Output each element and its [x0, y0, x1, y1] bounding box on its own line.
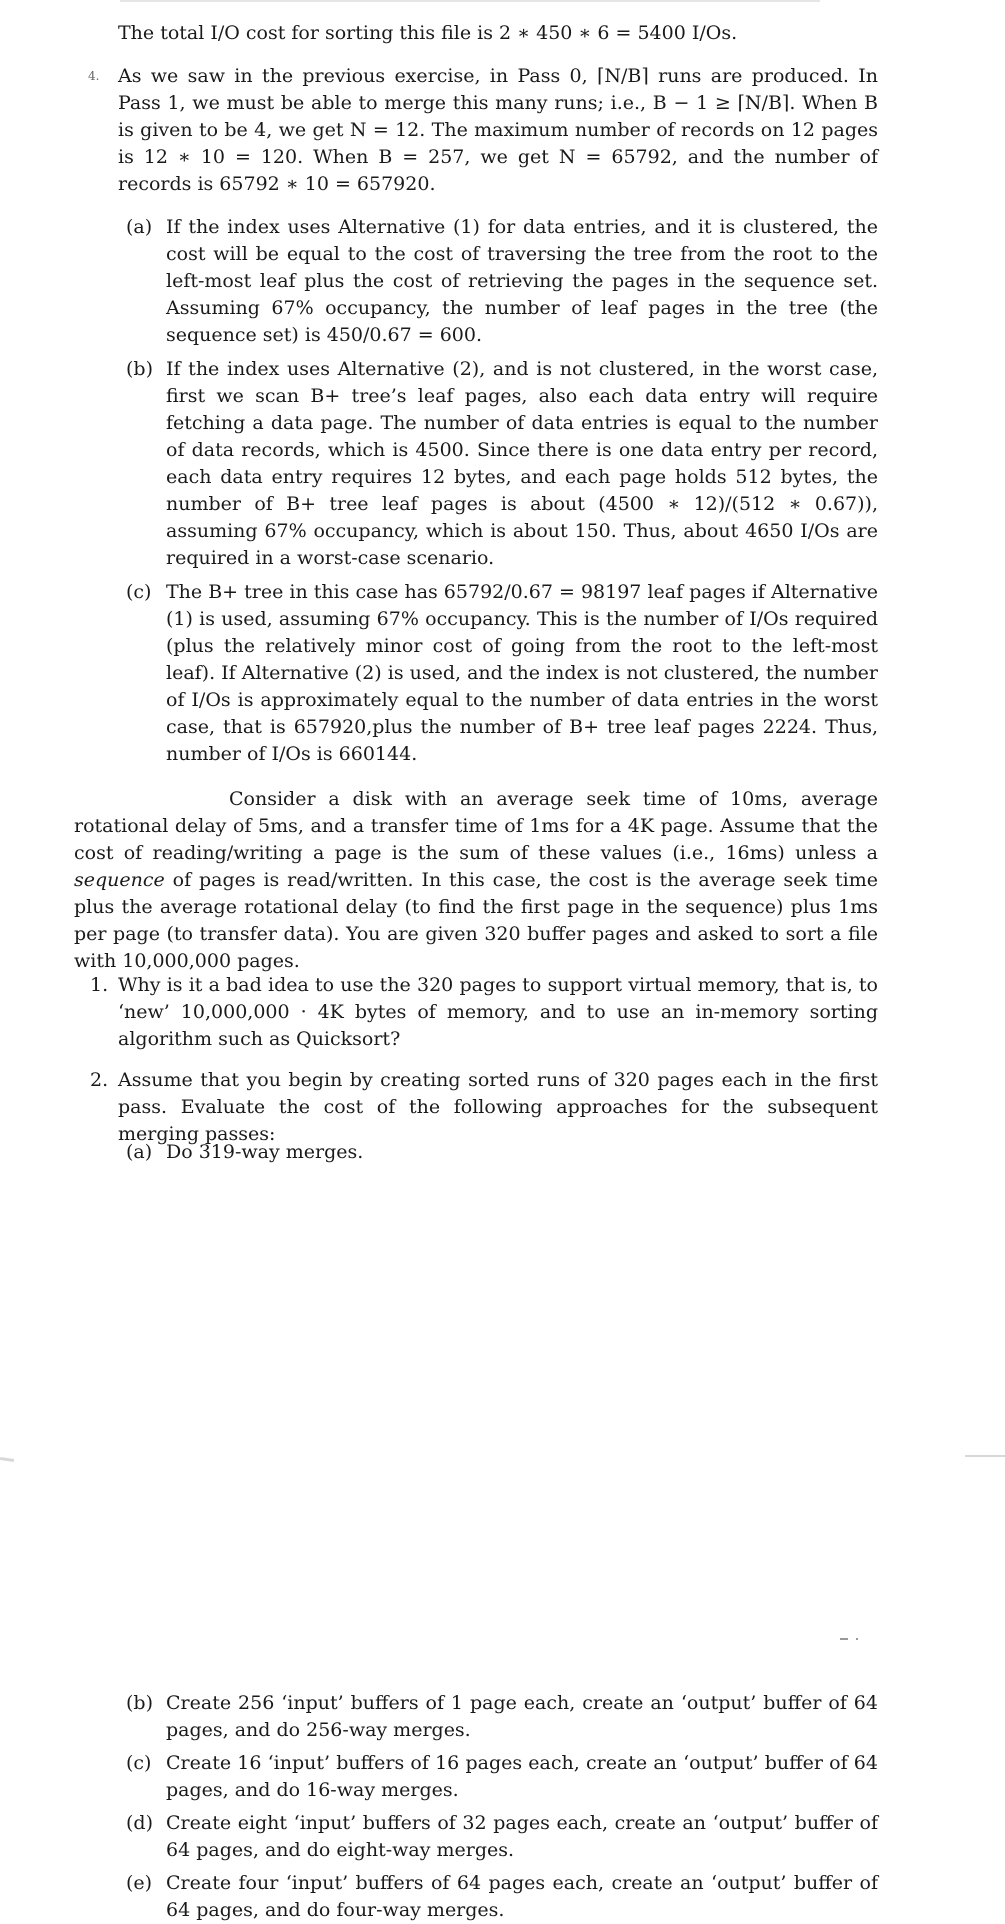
- list-item: [90, 972, 878, 1053]
- item-label: (a): [126, 216, 153, 238]
- questions-list: [90, 972, 878, 1148]
- item-text: The B+ tree in this case has 65792/0.67 = 98197 leaf pages if Alternative (1) is used, assuming 67% occupancy. This is the number of I/Os required (plus the relatively minor cost of going from the root to the left-most leaf). If Alternative (2) is used, and the index is not clustered, the number of I/Os is approximately equal to the number of data entries in the worst case, that is 657920,plus the number of B+ tree leaf pages 2224. Thus, number of I/Os is 660144.: [166, 581, 879, 765]
- item-text: Do 319-way merges.: [166, 1141, 364, 1163]
- exercise-text-part2: of pages is read/written. In this case, the cost is the average seek time plus the average rotational delay (to find the first page in the sequence) plus 1ms per page (to transfer data). You are given 320 buffer pages and asked to sort a file with 10,000,000 pages.: [74, 869, 878, 972]
- list-item: [126, 1690, 878, 1744]
- list-item: [90, 1067, 878, 1148]
- item-text: Create four ‘input’ buffers of 64 pages each, create an ‘output’ buffer of 64 pages, and do four-way merges.: [166, 1872, 878, 1921]
- item-text: Create 16 ‘input’ buffers of 16 pages each, create an ‘output’ buffer of 64 pages, and do 16-way merges.: [166, 1752, 878, 1801]
- list-item: [126, 1870, 878, 1924]
- question-text: Why is it a bad idea to use the 320 pages to support virtual memory, that is, to ‘new’ 10,000,000 · 4K bytes of memory, and to use an in-memory sorting algorithm such as Quicksort?: [118, 974, 878, 1050]
- exercise-text-part1: Consider a disk with an average seek time of 10ms, average rotational delay of 5ms, and a transfer time of 1ms for a 4K page. Assume that the cost of reading/writing a page is the sum of these values (i.e., 16ms) unless a: [74, 788, 878, 864]
- item-label: (d): [126, 1812, 153, 1834]
- item-text: If the index uses Alternative (2), and is not clustered, in the worst case, first we scan B+ tree’s leaf pages, also each data entry will require fetching a data page. The number of data entries is equal to the number of data records, which is 4500. Since there is one data entry per record, each data entry requires 12 bytes, and each page holds 512 bytes, the number of B+ tree leaf pages is about (4500 ∗ 12)/(512 ∗ 0.67)), assuming 67% occupancy, which is about 150. Thus, about 4650 I/Os are required in a worst-case scenario.: [166, 358, 878, 569]
- question-label: 1.: [90, 974, 109, 996]
- question-text: Assume that you begin by creating sorted runs of 320 pages each in the first pass. Evaluate the cost of the following approaches for the subsequent merging passes:: [118, 1069, 878, 1145]
- item-label: (c): [126, 581, 152, 603]
- answer-intro-marker: 4.: [88, 69, 100, 83]
- scan-dash-mark: [840, 1638, 848, 1640]
- list-item: [126, 214, 878, 349]
- answer-intro: [88, 63, 878, 198]
- item-label: (b): [126, 358, 153, 380]
- exercise-text: [74, 786, 878, 975]
- scan-mark-left: [0, 1457, 14, 1462]
- sub-questions-list: [126, 1690, 878, 1924]
- answer-items-list: [126, 214, 878, 768]
- clipped-top-line: [120, 0, 820, 2]
- item-text: If the index uses Alternative (1) for data entries, and it is clustered, the cost will be equal to the cost of traversing the tree from the root to the left-most leaf plus the cost of retrieving the pages in the sequence set. Assuming 67% occupancy, the number of leaf pages in the tree (the sequence set) is 450/0.67 = 600.: [166, 216, 878, 346]
- item-label: (c): [126, 1752, 152, 1774]
- exercise-emph: sequence: [74, 869, 165, 891]
- item-text: Create 256 ‘input’ buffers of 1 page each, create an ‘output’ buffer of 64 pages, and do 256-way merges.: [166, 1692, 878, 1741]
- list-item: [126, 579, 878, 768]
- total-io-cost-text: The total I/O cost for sorting this file is 2 ∗ 450 ∗ 6 = 5400 I/Os.: [118, 22, 738, 44]
- exercise-statement: [74, 786, 878, 975]
- scan-dot-mark: [856, 1638, 858, 1640]
- list-item: [126, 1810, 878, 1864]
- list-item: [126, 356, 878, 572]
- item-label: (b): [126, 1692, 153, 1714]
- item-text: Create eight ‘input’ buffers of 32 pages each, create an ‘output’ buffer of 64 pages, and do eight-way merges.: [166, 1812, 878, 1861]
- question-label: 2.: [90, 1069, 109, 1091]
- total-io-cost-line: [118, 20, 878, 47]
- item-label: (e): [126, 1872, 153, 1894]
- scan-mark-right: [965, 1455, 1005, 1457]
- list-item: [126, 1750, 878, 1804]
- answer-intro-text: As we saw in the previous exercise, in Pass 0, ⌈N/B⌉ runs are produced. In Pass 1, we must be able to merge this many runs; i.e., B − 1 ≥ ⌈N/B⌉. When B is given to be 4, we get N = 12. The maximum number of records on 12 pages is 12 ∗ 10 = 120. When B = 257, we get N = 65792, and the number of records is 65792 ∗ 10 = 657920.: [118, 65, 878, 195]
- sub-question-a: [126, 1139, 878, 1166]
- item-label: (a): [126, 1141, 153, 1163]
